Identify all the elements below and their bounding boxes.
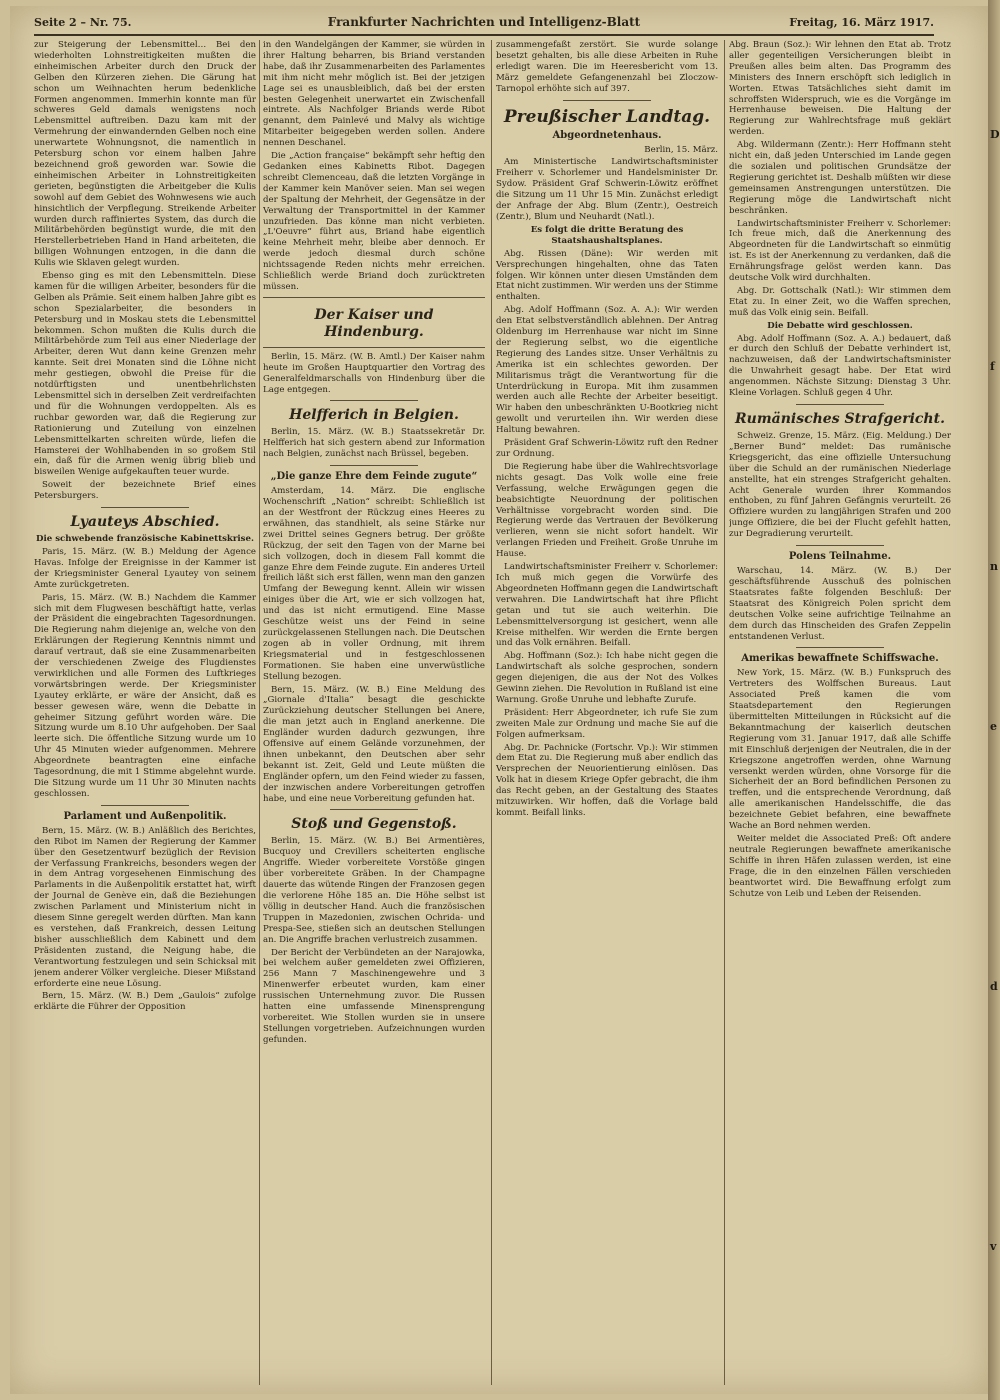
subheadline-abgeordnetenhaus: Abgeordnetenhaus. xyxy=(552,129,662,141)
article-paragraph: Präsident Graf Schwerin-Löwitz ruft den Redner zur Ordnung. xyxy=(496,438,718,459)
headline-amerikas-schiffswache: Amerikas bewaffnete Schiffswache. xyxy=(741,653,939,665)
divider xyxy=(796,404,885,405)
headline-kaiser-hindenburg: Der Kaiser und Hindenburg. xyxy=(314,306,434,340)
issue-date: Freitag, 16. März 1917. xyxy=(789,16,934,29)
article-paragraph: Berlin, 15. März. (W. B.) Staatssekretär Dr. Helfferich hat sich gestern abend zur Information nach Belgien, zunächst nach Brüssel, begeben. xyxy=(263,427,485,460)
subheadline-kabinettskrise: Die schwebende französische Kabinettskrise. xyxy=(36,534,254,545)
headline-ehre-feinde: „Die ganze Ehre dem Feinde zugute“ xyxy=(270,471,478,483)
article-paragraph: in den Wandelgängen der Kammer, sie würden in ihrer Haltung beharren, bis Briand verstanden habe, daß ihr Zusammenarbeiten des Parlamentes mit ihm nicht mehr möglich ist. Bei der jetzigen Lage sei es unausbleiblich, daß bei der ersten besten Gelegenheit unerwartet ein Zwischenfall eintrete. Als Nachfolger Briands werde Ribot genannt, dem Painlevé und Malvy als wichtige Mitarbeiter beigegeben werden sollen. Andere nennen Deschanel. xyxy=(263,40,485,149)
article-paragraph: Bern, 15. März. (W. B.) Eine Meldung des „Giornale d'Italia“ besagt die geschickte Zurückziehung deutscher Stellungen bei Anere, die man jetzt auch in England anerkenne. Die Engländer wurden dadurch gezwungen, ihre Offensive auf einem Gelände vorzunehmen, der ihnen unbekannt, den Deutschen aber sehr bekannt ist. Zeit, Geld und Leute müßten die Engländer opfern, um den Feind wieder zu fassen, der inzwischen andere Vorbereitungen getroffen habe, und eine neue Vorbereitung gefunden hat. xyxy=(263,684,485,804)
headline-rumaenisches-strafgericht: Rumänisches Strafgericht. xyxy=(735,411,945,427)
article-paragraph: Warschau, 14. März. (W. B.) Der geschäftsführende Ausschuß des polnischen Staatsrates faßte folgenden Beschluß: Der Staatsrat des Königreich Polen spricht dem deutschen Volke seine aufrichtige Teilnahme an dem durch das Hinscheiden des Grafen Zeppelin entstandenen Verlust. xyxy=(729,566,951,642)
headline-preussischer-landtag: Preußischer Landtag. xyxy=(503,106,711,127)
article-paragraph: Abg. Dr. Pachnicke (Fortschr. Vp.): Wir stimmen dem Etat zu. Die Regierung muß aber endlich das Versprechen der Neuorientierung einlösen. Das Volk hat in diesem Kriege Opfer gebracht, die ihm das Recht geben, an der Gestaltung des Staates mitzuwirken. Wir hoffen, daß die Vorlage bald kommt. Beifall links. xyxy=(496,742,718,818)
debate-closed-note: Die Debatte wird geschlossen. xyxy=(767,320,913,331)
article-paragraph: Landwirtschaftsminister Freiherr v. Schorlemer: Ich freue mich, daß die Anerkennung des Abgeordneten für die Landwirtschaft so einmütig ist. Es ist der Anerkennung zu verdanken, daß die Ernährungsfrage gelöst werden kann. Das deutsche Volk wird durchhalten. xyxy=(729,218,951,284)
column-rule xyxy=(259,40,260,1385)
column-4 xyxy=(729,40,951,1388)
page-number: Seite 2 – Nr. 75. xyxy=(34,16,132,29)
headline-stoss-gegenstoss: Stoß und Gegenstoß. xyxy=(291,816,457,833)
article-paragraph: Berlin, 15. März. (W. B.) Bei Armentières, Bucquoy und Crevillers scheiterten englische Angriffe. Wieder vorbereitete Vorstöße gingen über vorbereitete Gräben. In der Champagne dauerte das wütende Ringen der Franzosen gegen die verlorene Höhe 185 an. Die Höhe selbst ist völlig in deutscher Hand. Auch die französischen Truppen in Mazedonien, zwischen Ochrida- und Prespa-See, stießen sich an deutschen Stellungen an. Die Angriffe brachen verlustreich zusammen. xyxy=(263,836,485,945)
article-paragraph: Bern, 15. März. (W. B.) Anläßlich des Berichtes, den Ribot im Namen der Regierung der Kammer über den Gesetzentwurf bezüglich der Revision der Verfassung Frankreichs, besonders wegen der in dem Antrag vorgesehenen Einmischung des Parlaments in die Außenpolitik erstattet hat, wirft der Journal de Genève ein, daß die Beziehungen zwischen Parlament und Ministerium nicht in diesem Sinne geregelt werden dürften. Man kann es verstehen, daß Frankreich, dessen Leitung bisher ausschließlich dem Kabinett und dem Präsidenten zustand, die Neigung habe, die Verantwortung festzulegen und sein Schicksal mit jenem anderer Völker vergleiche. Dieser Mißstand erforderte eine neue Lösung. xyxy=(34,825,256,989)
article-paragraph: Ebenso ging es mit den Lebensmitteln. Diese kamen für die willigen Arbeiter, besonders für die Gelben als Prämie. Seit einem halben Jahre gibt es schon Spezialarbeiter, die besonders in Petersburg und in Moskau stets die Lebensmittel bekommen. Schon mußten die Kulis durch die Militärbehörde zum Teil aus einer Niederlage der Arbeiter, deren Wut dann keine Grenzen mehr kannte. Seit drei Monaten sind die Löhne nicht mehr gestiegen, obwohl die Preise für die notdürftigsten und unentbehrlichsten Lebensmittel sich in derselben Zeit verdreifachten und für die Wohnungen verdoppelten. Als es ruchbar geworden war, daß die Regierung zur Rationierung und Zuteilung von einzelnen Lebensmittelkarten schreiten würde, liefen die Hamsterei der Wohlhabenden in so großem Stil ein, daß für die Armen wenig übrig blieb und bisweilen Wenige aufgekauften teuer wurde. xyxy=(34,271,256,478)
newspaper-title: Frankfurter Nachrichten und Intelligenz-Blatt xyxy=(327,15,641,29)
article-paragraph: Berlin, 15. März. (W. B. Amtl.) Der Kaiser nahm heute im Großen Hauptquartier den Vortrag des Generalfeldmarschalls von Hindenburg über die Lage entgegen. xyxy=(263,351,485,395)
dateline: Berlin, 15. März. xyxy=(644,144,718,155)
article-paragraph: Präsident: Herr Abgeordneter, ich rufe Sie zum zweiten Male zur Ordnung und mache Sie auf die Folgen aufmerksam. xyxy=(496,707,718,740)
article-paragraph: Soweit der bezeichnete Brief eines Petersburgers. xyxy=(34,480,256,502)
column-3 xyxy=(496,40,718,1388)
article-paragraph: Am Ministertische Landwirtschaftsminister Freiherr v. Schorlemer und Handelsminister Dr. Sydow. Präsident Graf Schwerin-Löwitz eröffnet die Sitzung um 11 Uhr 15 Min. Zunächst erledigt der Anfrage der Abg. Blum (Zentr.), Oestreich (Zentr.), Blum und Neuhardt (Natl.). xyxy=(496,157,718,222)
divider xyxy=(101,507,190,508)
article-paragraph: Die „Action française“ bekämpft sehr heftig den Gedanken eines Kabinetts Ribot. Dagegen schreibt Clemenceau, daß die letzten Vorgänge in der Kammer kein Manöver seien. Man sei wegen der Spaltung der Mehrheit, der Gegensätze in der Verwaltung der Transportmittel in der Kammer unzufrieden. Das könne man nicht verbieten. „L'Oeuvre“ führt aus, Briand habe eigentlich keine Mehrheit mehr, bleibe aber dennoch. Er werde jedoch diesmal durch schöne nichtssagende Reden nichts mehr erreichen. Schließlich werde Briand doch zurücktreten müssen. xyxy=(263,151,485,292)
headline-parlament: Parlament und Außenpolitik. xyxy=(63,810,227,822)
article-paragraph: Abg. Braun (Soz.): Wir lehnen den Etat ab. Trotz aller gegenteiligen Versicherungen bleibt in Preußen alles beim alten. Das Programm des Ministers des Innern erschöpft sich lediglich in Worten. Etwas Tatsächliches sieht damit im schroffsten Widerspruch, wie es die Vorgänge im Herrenhause beweisen. Die Haltung der Regierung zur Wahlrechtsfrage muß geklärt werden. xyxy=(729,40,951,138)
divider xyxy=(330,809,419,810)
article-paragraph: zur Steigerung der Lebensmittel… Bei den wiederholten Lohnstreitigkeiten mußten die einheimischen Arbeiter durch den Druck der Gelben den Kürzeren ziehen. Die Gärung hat schon um Weihnachten herum bedenkliche Formen angenommen. Immerhin konnte man für schweres Geld damals wenigstens noch Lebensmittel auftreiben. Dazu kam mit der Vermehrung der einwandernden Gelben noch eine unerwartete Wohnungsnot, die namentlich in Petersburg schon vor einem halben Jahre bezeichnend groß geworden war. Sowie die einheimischen Arbeiter in Lohnstreitigkeiten gerieten, begünstigten die Arbeitgeber die Kulis sowohl auf dem Gebiet des Wohnwesens wie auch hinsichtlich der Verpflegung. Streikende Arbeiter wurden durch raffiniertes System, das durch die Militärbehörden begünstigt wurde, die mit den Herstellerbetrieben Hand in Hand arbeiteten, die billigen Wohnungen entzogen, in die dann die Kulis wie Sklaven gelegt wurden. xyxy=(34,40,256,269)
article-paragraph: Paris, 15. März. (W. B.) Nachdem die Kammer sich mit dem Flugwesen beschäftigt hatte, verlas der Präsident die eingebrachten Tagesordnungen. Die Regierung nahm diejenige an, welche von den Erklärungen der Regierung Kenntnis nimmt und darauf vertraut, daß sie eine Zusammenarbeiten der verschiedenen Zweige des Flugdienstes verwirklichen und alle Formen des Luftkrieges vorwärtsbringen werde. Der Kriegsminister Lyautey erklärte, er wäre der Ansicht, daß es besser gewesen wäre, wenn die Debatte in geheimer Sitzung geführt worden wäre. Die Sitzung wurde um 8.10 Uhr aufgehoben. Der Saal leerte sich. Die öffentliche Sitzung wurde um 10 Uhr 45 Minuten wieder aufgenommen. Mehrere Abgeordnete beantragten eine einfache Tagesordnung, die mit 1 Stimme abgelehnt wurde. Die Sitzung wurde um 11 Uhr 30 Minuten nachts geschlossen. xyxy=(34,592,256,799)
headline-polens-teilnahme: Polens Teilnahme. xyxy=(788,551,892,563)
page-header xyxy=(34,12,934,36)
article-paragraph: Paris, 15. März. (W. B.) Meldung der Agence Havas. Infolge der Ereignisse in der Kammer ist der Kriegsminister General Lyautey von seinem Amte zurückgetreten. xyxy=(34,546,256,590)
divider xyxy=(796,647,885,648)
headline-lyautey: Lyauteys Abschied. xyxy=(70,514,220,531)
divider xyxy=(330,465,419,466)
article-paragraph: Abg. Adolf Hoffmann (Soz. A. A.): Wir werden den Etat selbstverständlich ablehnen. Der Antrag Oldenburg im Herrenhause war nicht im Sinne der Regierung selbst, wo die eigentliche Regierung des Landes sitze. Unser Verhältnis zu Amerika ist ein schlechtes geworden. Der Militarismus trägt die Verantwortung für die Unterdrückung in Europa. Mit ihm zusammen werden auch alle Rechte der Arbeiter beseitigt. Wir haben den unbeschränkten U-Bootkrieg nicht gewollt und verurteilen ihn. Wir werden diese Haltung bewahren. xyxy=(496,305,718,436)
article-paragraph: Abg. Hoffmann (Soz.): Ich habe nicht gegen die Landwirtschaft als solche gesprochen, sondern gegen diejenigen, die aus der Not des Volkes Gewinn ziehen. Die Revolution in Rußland ist eine Warnung. Große Unruhe und lebhafte Zurufe. xyxy=(496,651,718,705)
article-paragraph: Schweiz. Grenze, 15. März. (Eig. Meldung.) Der „Berner Bund“ meldet: Das rumänische Kriegsgericht, das eine offizielle Untersuchung über die Schuld an der rumänischen Niederlage anstellte, hat ein strenges Strafgericht gehalten. Acht Generale wurden ihrer Kommandos enthoben, zu fünf Jahren Gefängnis verurteilt. 26 Offiziere wurden zu langjährigen Strafen und 200 junge Offiziere, die bei der Flucht gefehlt hatten, zur Degradierung verurteilt. xyxy=(729,431,951,540)
article-paragraph: Amsterdam, 14. März. Die englische Wochenschrift „Nation“ schreibt: Schließlich ist an der Westfront der Rückzug eines Heeres zu erwähnen, das standhielt, als seine Stärke nur zwei Drittel seines Gegners betrug. Der größte Rückzug, der seit den Tagen von der Marne bei sich vollzogen, doch in diesem Fall kommt die ganze Ehre dem Feinde zugute. Ein anderes Urteil freilich läßt sich erst fällen, wenn man den ganzen Umfang der Bewegung kennt. Allein wir wissen einiges über die Art, wie er sich vollzogen hat, und das ist nicht ermutigend. Eine Masse Geschütze weist uns der Feind in seine zurückgelassenen Stellungen nach. Die Deutschen zogen ab in voller Ordnung, mit ihrem Kriegsmaterial und in festgeschlossenen Formationen. Sie haben eine unverwüstliche Stellung bezogen. xyxy=(263,486,485,682)
article-paragraph: New York, 15. März. (W. B.) Funkspruch des Vertreters des Wolffschen Bureaus. Laut Associated Preß kamen die vom Staatsdepartement den Regierungen übermittelten Mitteilungen in Rücksicht auf die Bekanntmachung der kaiserlich deutschen Regierung vom 31. Januar 1917, daß alle Schiffe mit Einschluß derjenigen der Neutralen, die in der Kriegszone angetroffen werden, ohne Warnung versenkt werden würden, ohne Vorsorge für die Sicherheit der an Bord befindlichen Personen zu treffen, und die entsprechende Verordnung, daß alle amerikanischen Handelsschiffe, die das bezeichnete Gebiet befahren, eine bewaffnete Wache an Bord nehmen werden. xyxy=(729,668,951,832)
article-paragraph: Landwirtschaftsminister Freiherr v. Schorlemer: Ich muß mich gegen die Vorwürfe des Abgeordneten Hoffmann gegen die Landwirtschaft verwahren. Die Landwirtschaft hat ihre Pflicht getan und tut sie auch weiterhin. Die Lebensmittelversorgung ist gesichert, wenn alle Kreise mithelfen. Wir werden die Ernte bergen und das Volk ernähren. Beifall. xyxy=(496,562,718,649)
article-paragraph: Bern, 15. März. (W. B.) Dem „Gaulois“ zufolge erklärte die Führer der Opposition xyxy=(34,991,256,1013)
divider xyxy=(563,100,652,101)
divider xyxy=(330,400,419,401)
article-paragraph: Abg. Wildermann (Zentr.): Herr Hoffmann steht nicht ein, daß jeden Unterschied im Lande gegen die sozialen und politischen Grundsätze der Regierung gerichtet ist. Deshalb müßten wir diese gemeinsamen Anstrengungen unterstützen. Die Regierung möge die Landwirtschaft nicht beschränken. xyxy=(729,140,951,216)
article-paragraph: Abg. Rissen (Däne): Wir werden mit Versprechungen hingehalten, ohne das Taten folgen. Wir können unter diesen Umständen dem Etat nicht zustimmen. Wir werden uns der Stimme enthalten. xyxy=(496,248,718,303)
column-1 xyxy=(34,40,256,1388)
column-rule xyxy=(724,40,725,1385)
article-paragraph: Weiter meldet die Associated Preß: Oft andere neutrale Regierungen bewaffnete amerikanische Schiffe in ihren Häfen zulassen werden, ist eine Frage, die in den einzelnen Fällen verschieden beantwortet wird. Die Bewaffnung erfolgt zum Schutze von Leib und Leben der Reisenden. xyxy=(729,834,951,899)
article-paragraph: Der Bericht der Verbündeten an der Narajowka, bei welchem außer gemeldeten zwei Offizieren, 256 Mann 7 Maschinengewehre und 3 Minenwerfer erbeutet wurden, kam einer russischen Unternehmung zuvor. Die Russen hatten eine umfassende Minensprengung vorbereitet. Wie Stollen wurden sie in unsere Stellungen vorgetrieben. Aufzeichnungen wurden gefunden. xyxy=(263,947,485,1045)
divider xyxy=(796,545,885,546)
column-2 xyxy=(263,40,485,1388)
article-paragraph: Die Regierung habe über die Wahlrechtsvorlage nichts gesagt. Das Volk wolle eine freie Verfassung, welche Erwägungen gegen die beabsichtigte Neuordnung der politischen Verhältnisse vorgebracht worden sind. Die Regierung werde das Vertrauen der Bevölkerung verlieren, wenn sie nicht sofort handelt. Wir verlangen Frieden und Freiheit. Große Unruhe im Hause. xyxy=(496,461,718,560)
article-paragraph: Abg. Dr. Gottschalk (Natl.): Wir stimmen dem Etat zu. In einer Zeit, wo die Waffen sprechen, muß das Volk einig sein. Beifall. xyxy=(729,285,951,318)
article-paragraph: Abg. Adolf Hoffmann (Soz. A. A.) bedauert, daß er durch den Schluß der Debatte verhindert ist, nachzuweisen, daß der Landwirtschaftsminister die Unwahrheit gesagt habe. Der Etat wird angenommen. Nächste Sitzung: Dienstag 3 Uhr. Kleine Vorlagen. Schluß gegen 4 Uhr. xyxy=(729,333,951,399)
column-rule xyxy=(491,40,492,1385)
article-paragraph: zusammengefaßt zerstört. Sie wurde solange besetzt gehalten, bis alle diese Arbeiten in Ruhe erledigt waren. Die im Heeresbericht vom 13. März gemeldete Gefangenenzahl bei Zloczow-Tarnopol erhöhte sich auf 397. xyxy=(496,40,718,94)
headline-helfferich: Helfferich in Belgien. xyxy=(289,407,459,424)
divider xyxy=(101,805,190,806)
adjacent-page-edge: D f n e d v xyxy=(988,0,1000,1400)
agenda-note: Es folgt die dritte Beratung des Staatshaushaltsplanes. xyxy=(530,224,684,246)
